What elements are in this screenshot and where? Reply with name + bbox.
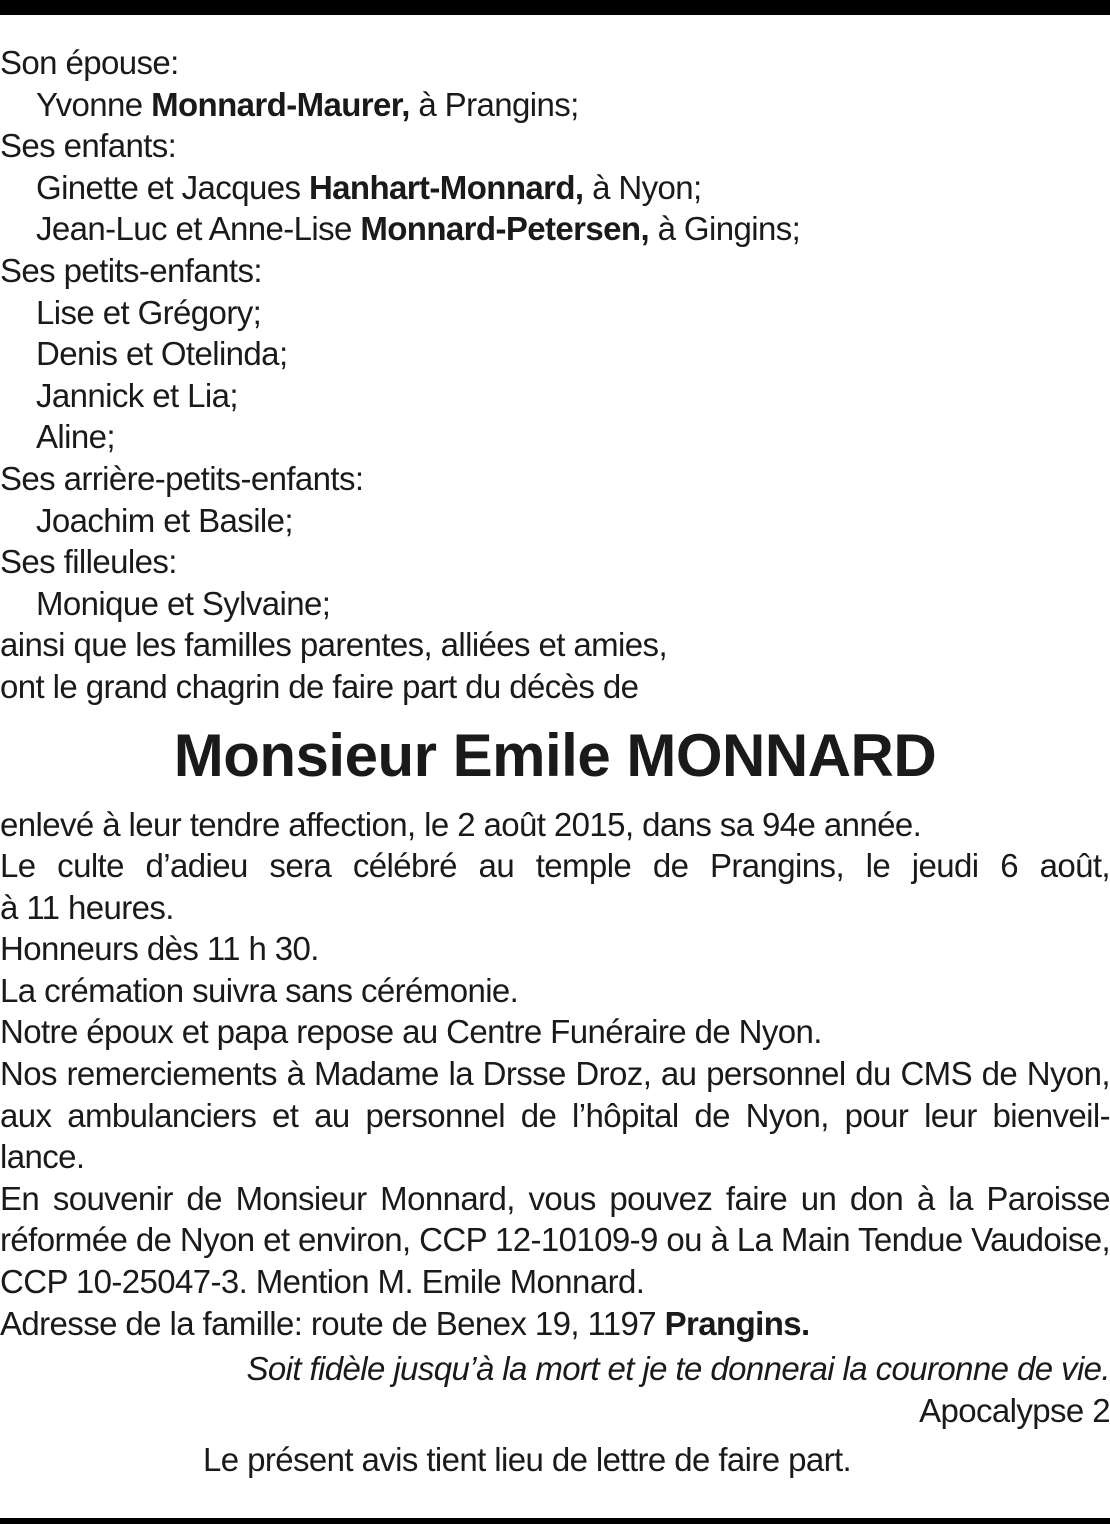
spouse-entry [0,84,1110,126]
donation-line: réformée de Nyon et environ, CCP 12-10109-9 ou à La Main Tendue Vaudoise, [0,1221,1110,1259]
announcement-line: ont le grand chagrin de faire part du décès de [0,667,639,705]
service-time: à 11 heures. [0,888,174,926]
child-first-names: Jean-Luc et Anne-Lise [36,210,361,248]
child-place: à Nyon; [583,168,702,206]
grandchildren-heading: Ses petits-enfants: [0,251,262,289]
top-rule [0,0,1110,15]
child-family-name: Hanhart-Monnard, [308,168,584,206]
child-family-name: Monnard-Petersen, [360,210,650,248]
great-grandchildren-heading: Ses arrière-petits-enfants: [0,459,364,497]
service-line: Le culte d’adieu sera célébré au temple de Prangins, le jeudi 6 août, [0,847,1110,885]
child-place: à Gingins; [649,210,801,248]
goddaughter-entry: Monique et Sylvaine; [36,584,331,622]
child-entry [0,208,1110,250]
closing-note: Le présent avis tient lieu de lettre de faire part. [203,1441,852,1479]
resting-place-line: Notre époux et papa repose au Centre Funéraire de Nyon. [0,1013,822,1051]
child-first-names: Ginette et Jacques [36,168,309,206]
bible-verse: Soit fidèle jusqu’à la mort et je te donnerai la couronne de vie. [246,1350,1110,1388]
thanks-line: aux ambulanciers et au personnel de l’hôpital de Nyon, pour leur bienveil- [0,1096,1110,1134]
grandchild-entry: Denis et Otelinda; [36,335,288,373]
spouse-first-name: Yvonne [36,85,152,123]
grandchild-entry: Lise et Grégory; [36,293,262,331]
donation-line: CCP 10-25047-3. Mention M. Emile Monnard. [0,1263,645,1301]
grandchild-entry: Jannick et Lia; [36,376,238,414]
address-text: Adresse de la famille: route de Benex 19, 1197 [0,1304,665,1342]
obituary-notice [0,42,1110,1481]
thanks-line: Nos remerciements à Madame la Drsse Droz, au personnel du CMS de Nyon, [0,1055,1110,1093]
grandchild-entry: Aline; [36,418,115,456]
spouse-heading: Son épouse: [0,44,179,81]
goddaughters-heading: Ses filleules: [0,543,177,581]
child-entry [0,167,1110,209]
family-address [0,1303,1110,1345]
other-families-line: ainsi que les familles parentes, alliées et amies, [0,626,668,664]
bottom-rule [0,1518,1110,1524]
cremation-line: La crémation suivra sans cérémonie. [0,971,519,1009]
spouse-place: à Prangins; [409,85,579,123]
donation-line: En souvenir de Monsieur Monnard, vous pouvez faire un don à la Paroisse [0,1179,1110,1217]
spouse-family-name: Monnard-Maurer, [151,85,410,123]
thanks-line: lance. [0,1138,85,1176]
children-heading: Ses enfants: [0,127,177,165]
death-details: enlevé à leur tendre affection, le 2 août 2015, dans sa 94e année. [0,805,922,843]
honours-line: Honneurs dès 11 h 30. [0,930,319,968]
great-grandchild-entry: Joachim et Basile; [36,501,293,539]
address-place: Prangins. [664,1304,810,1342]
verse-reference: Apocalypse 2 [919,1391,1110,1429]
deceased-name: Monsieur Emile MONNARD [173,721,937,789]
